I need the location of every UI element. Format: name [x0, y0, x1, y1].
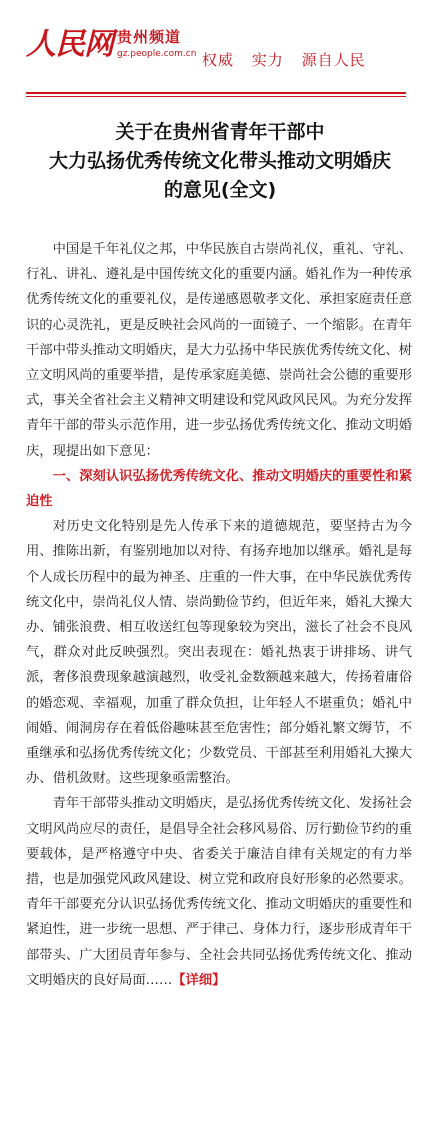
article-title: [0, 118, 440, 205]
paragraph-text: 青年干部带头推动文明婚庆，是弘扬优秀传统文化、发扬社会文明风尚应尽的责任，是倡导全社会移风易俗、厉行勤俭节约的重要载体，是严格遵守中央、省委关于廉洁自律有关规定的有力举措，也是加强党风政风建设、树立党和政府良好形象的必然要求。青年干部要充分认识弘扬优秀传统文化、推动文明婚庆的重要性和紧迫性，进一步统一思想、严于律己、身体力行，逐步形成青年干部带头、广大团员青年参与、全社会共同弘扬优秀传统文化、推动文明婚庆的良好局面……: [26, 796, 412, 988]
section-heading: 一、深刻认识弘扬优秀传统文化、推动文明婚庆的重要性和紧迫性: [26, 468, 412, 510]
title-line: 关于在贵州省青年干部中: [115, 121, 325, 143]
paragraph: 对历史文化特别是先人传承下来的道德规范，要坚持古为今用、推陈出新，有鉴别地加以对待、有扬弃地加以继承。婚礼是每个人成长历程中的最为神圣、庄重的一件大事，在中华民族优秀传统文化中，崇尚礼仪人情、崇尚勤俭节约，但近年来，婚礼大操大办、铺张浪费、相互收送红包等现象较为突出，滋长了社会不良风气，群众对此反映强烈。突出表现在：婚礼热衷于讲排场、讲气派，奢侈浪费现象越演越烈，收受礼金数额越来越大，传扬着庸俗的婚恋观、幸福观，加重了群众负担，让年轻人不堪重负；婚礼中闹婚、闹洞房存在着低俗趣味甚至危害性；部分婚礼繁文缛节，不重继承和弘扬优秀传统文化；少数党员、干部甚至利用婚礼大操大办、借机敛财。这些现象亟需整治。: [26, 519, 412, 787]
title-line: 的意见(全文): [163, 179, 277, 201]
logo-main-text: 人民网: [26, 27, 113, 62]
paragraph-intro: 中国是千年礼仪之邦，中华民族自古崇尚礼仪，重礼、守礼、行礼、讲礼、遵礼是中国传统文化的重要内涵。婚礼作为一种传承优秀传统文化的重要礼仪，是传递感恩敬孝文化、承担家庭责任意识的心灵洗礼，更是反映社会风尚的一面镜子、一个缩影。在青年干部中带头推动文明婚庆，是大力弘扬中华民族优秀传统文化、树立文明风尚的重要举措，是传承家庭美德、崇尚社会公德的重要形式，事关全省社会主义精神文明建设和党风政风民风。为充分发挥青年干部的带头示范作用，进一步弘扬优秀传统文化、推动文明婚庆，现提出如下意见：: [26, 242, 412, 459]
header-divider: [26, 92, 406, 94]
detail-link[interactable]: 【详细】: [172, 972, 226, 988]
logo-side: [117, 28, 196, 60]
header-divider-thin: [26, 96, 406, 97]
title-line: 大力弘扬优秀传统文化带头推动文明婚庆: [48, 150, 391, 172]
slogan-item: 源自人民: [301, 51, 366, 69]
logo-domain-text: gz.people.com.cn: [117, 49, 197, 59]
slogan-item: 实力: [251, 51, 284, 69]
article-body: [26, 237, 412, 993]
site-header: [0, 0, 440, 100]
slogan: [202, 49, 378, 70]
logo-channel-text: 贵州频道: [117, 28, 182, 46]
site-logo[interactable]: [26, 28, 196, 62]
paragraph-last: [26, 791, 412, 993]
slogan-item: 权威: [202, 51, 235, 69]
